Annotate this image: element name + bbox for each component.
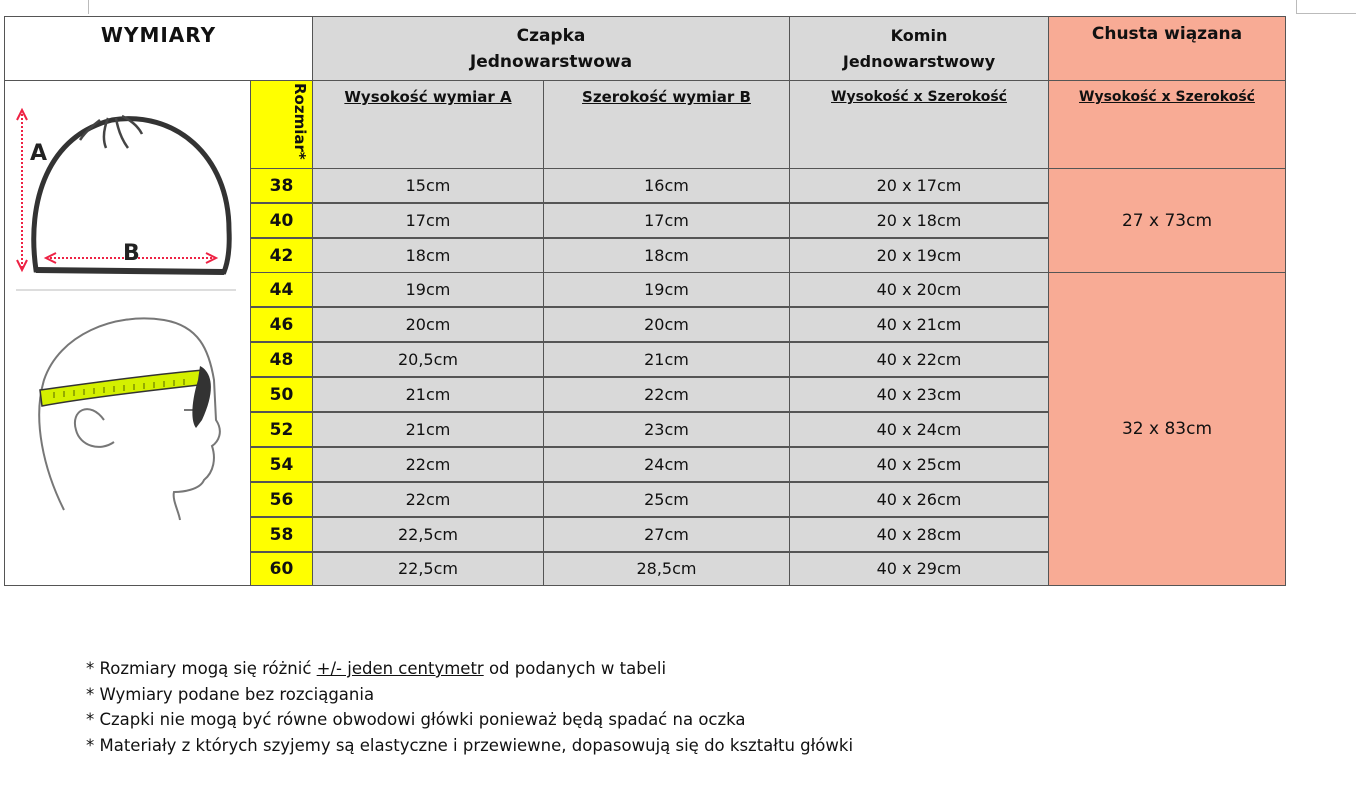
page-margin-mark: [1296, 13, 1356, 14]
height-a-cell: 18cm: [312, 238, 544, 273]
size-cell: 38: [250, 168, 313, 203]
col-header-chusta: Wysokość x Szerokość: [1048, 80, 1286, 169]
height-a-cell: 22,5cm: [312, 552, 544, 586]
height-a-cell: 20cm: [312, 307, 544, 342]
head-drawing: [39, 318, 220, 520]
height-a-cell: 19cm: [312, 272, 544, 307]
height-a-cell: 17cm: [312, 203, 544, 238]
size-cell: 42: [250, 238, 313, 273]
note-3: * Czapki nie mogą być równe obwodowi główki ponieważ będą spadać na oczka: [86, 710, 746, 729]
note-1-pre: * Rozmiary mogą się różnić: [86, 659, 317, 678]
komin-cell: 40 x 28cm: [789, 517, 1049, 552]
footnotes: [86, 656, 853, 758]
page-margin-mark: [88, 0, 89, 14]
komin-header-line2: Jednowarstwowy: [842, 51, 996, 71]
czapka-header: [312, 16, 790, 81]
page-margin-mark: [1296, 0, 1297, 14]
col-header-b: Szerokość wymiar B: [543, 80, 790, 169]
komin-cell: 40 x 25cm: [789, 447, 1049, 482]
size-cell: 50: [250, 377, 313, 412]
komin-header: [789, 16, 1049, 81]
height-a-cell: 21cm: [312, 412, 544, 447]
komin-cell: 40 x 26cm: [789, 482, 1049, 517]
height-a-cell: 21cm: [312, 377, 544, 412]
komin-cell: 20 x 18cm: [789, 203, 1049, 238]
width-b-cell: 22cm: [543, 377, 790, 412]
size-cell: 48: [250, 342, 313, 377]
label-b: B: [123, 241, 140, 266]
komin-cell: 40 x 29cm: [789, 552, 1049, 586]
komin-cell: 40 x 20cm: [789, 272, 1049, 307]
width-b-cell: 25cm: [543, 482, 790, 517]
width-b-cell: 18cm: [543, 238, 790, 273]
chusta-small-cell: 27 x 73cm: [1048, 168, 1286, 273]
komin-cell: 40 x 21cm: [789, 307, 1049, 342]
height-a-cell: 15cm: [312, 168, 544, 203]
width-b-cell: 23cm: [543, 412, 790, 447]
czapka-header-line1: Czapka: [516, 25, 586, 46]
height-a-cell: 22cm: [312, 447, 544, 482]
width-b-cell: 19cm: [543, 272, 790, 307]
width-b-cell: 27cm: [543, 517, 790, 552]
note-1-post: od podanych w tabeli: [483, 659, 667, 678]
width-b-cell: 20cm: [543, 307, 790, 342]
komin-cell: 20 x 17cm: [789, 168, 1049, 203]
note-1-underlined: +/- jeden centymetr: [316, 659, 484, 678]
height-a-cell: 22cm: [312, 482, 544, 517]
chusta-header-label: Chusta wiązana: [1091, 24, 1243, 44]
width-b-cell: 17cm: [543, 203, 790, 238]
size-cell: 60: [250, 552, 313, 586]
size-cell: 40: [250, 203, 313, 238]
size-cell: 44: [250, 272, 313, 307]
width-b-cell: 21cm: [543, 342, 790, 377]
size-table: [4, 16, 1286, 586]
note-4: * Materiały z których szyjemy są elastyczne i przewiewne, dopasowują się do kształtu główki: [86, 735, 854, 755]
komin-cell: 40 x 24cm: [789, 412, 1049, 447]
komin-cell: 40 x 23cm: [789, 377, 1049, 412]
size-cell: 56: [250, 482, 313, 517]
note-2: * Wymiary podane bez rozciągania: [86, 684, 375, 704]
czapka-header-line2: Jednowarstwowa: [469, 51, 633, 72]
chusta-header: [1048, 16, 1286, 81]
size-cell: 54: [250, 447, 313, 482]
table-title: WYMIARY: [4, 16, 313, 81]
size-cell: 46: [250, 307, 313, 342]
label-a: A: [30, 141, 48, 166]
measurement-illustration: [4, 80, 250, 586]
height-a-cell: 20,5cm: [312, 342, 544, 377]
chusta-large-cell: 32 x 83cm: [1048, 272, 1286, 586]
col-header-komin: Wysokość x Szerokość: [789, 80, 1049, 169]
hat-and-head-drawing: [4, 80, 250, 586]
komin-cell: 40 x 22cm: [789, 342, 1049, 377]
size-cell: 58: [250, 517, 313, 552]
width-b-cell: 24cm: [543, 447, 790, 482]
komin-cell: 20 x 19cm: [789, 238, 1049, 273]
col-header-a: Wysokość wymiar A: [312, 80, 544, 169]
size-cell: 52: [250, 412, 313, 447]
height-a-cell: 22,5cm: [312, 517, 544, 552]
size-column-header: Rozmiar*: [250, 80, 313, 169]
width-b-cell: 16cm: [543, 168, 790, 203]
width-b-cell: 28,5cm: [543, 552, 790, 586]
note-1: [86, 656, 853, 682]
komin-header-line1: Komin: [890, 25, 948, 45]
